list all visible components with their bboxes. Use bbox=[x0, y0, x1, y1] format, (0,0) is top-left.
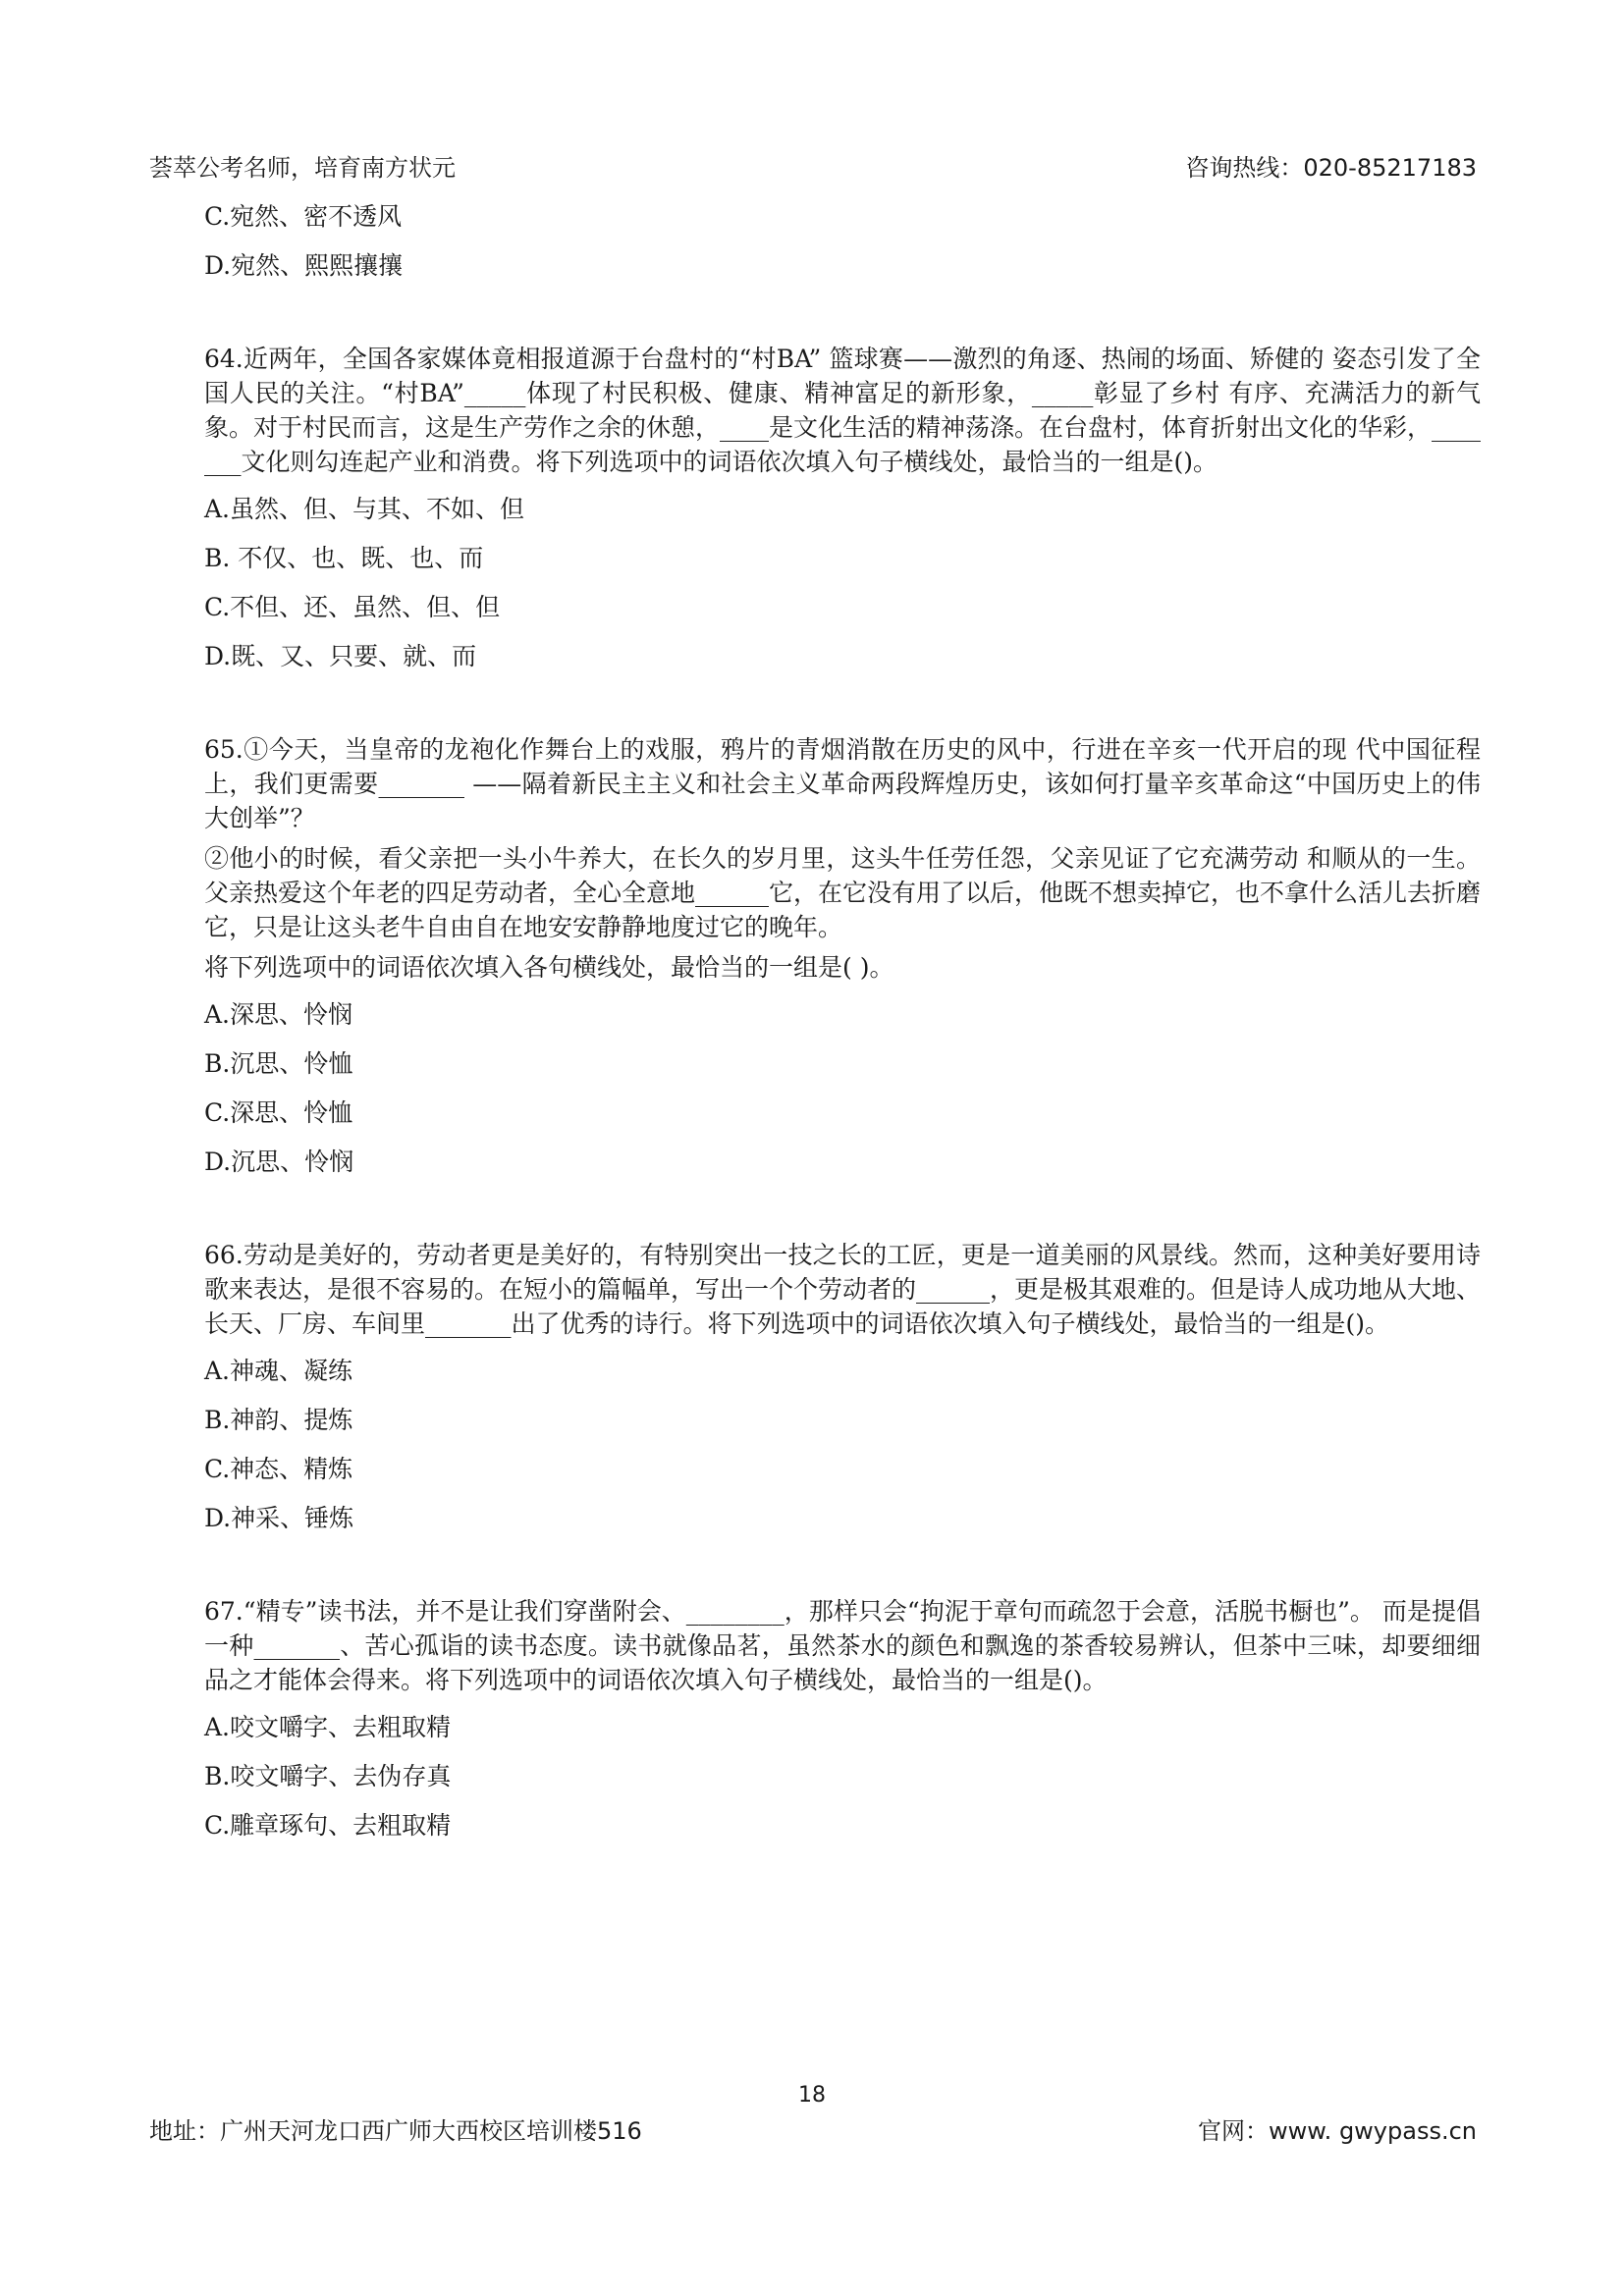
option-d: D.神采、锤炼 bbox=[204, 1504, 354, 1532]
question-stem-2: ②他小的时候，看父亲把一头小牛养大，在长久的岁月里，这头牛任劳任怨，父亲见证了它充满劳动 和顺从的一生。父亲热爱这个年老的四足劳动者，全心全意地______它，在它没有用了以后，他既不想卖掉它，也不拿什么活儿去折磨它，只是让这头老牛自由自在地安安静静地度过它的晚年。 bbox=[204, 844, 1482, 941]
option-b: B.咬文嚼字、去伪存真 bbox=[204, 1762, 452, 1790]
option-b: B. 不仅、也、既、也、而 bbox=[204, 544, 484, 572]
option-c: C.神态、精炼 bbox=[204, 1455, 353, 1483]
option-c: C.宛然、密不透风 bbox=[204, 202, 403, 231]
option-c: C.不但、还、虽然、但、但 bbox=[204, 593, 501, 621]
leading-options bbox=[204, 192, 1481, 291]
question-66 bbox=[204, 1238, 1481, 1543]
option-c: C.深思、怜恤 bbox=[204, 1098, 353, 1127]
option-b: B.神韵、提炼 bbox=[204, 1406, 353, 1434]
question-stem: 65.①今天，当皇帝的龙袍化作舞台上的戏服，鸦片的青烟消散在历史的风中，行进在辛亥一代开启的现 代中国征程上，我们更需要_______ ——隔着新民主主义和社会主义革命两段辉煌历史，该如何打量辛亥革命这“中国历史上的伟大创举”？ bbox=[204, 735, 1481, 832]
option-a: A.咬文嚼字、去粗取精 bbox=[204, 1713, 452, 1741]
question-content bbox=[204, 192, 1481, 1850]
question-stem: 66.劳动是美好的，劳动者更是美好的，有特别突出一技之长的工匠，更是一道美丽的风景线。然而，这种美好要用诗歌来表达，是很不容易的。在短小的篇幅单，写出一个个劳动者的______，更是极其艰难的。但是诗人成功地从大地、长天、厂房、车间里_______出了优秀的诗行。将下列选项中的词语依次填入句子横线处，最恰当的一组是()。 bbox=[204, 1241, 1482, 1338]
header-slogan: 荟萃公考名师，培育南方状元 bbox=[149, 154, 456, 182]
footer-website: 官网：www. gwypass.cn bbox=[1198, 2117, 1477, 2145]
page-number: 18 bbox=[798, 2083, 826, 2108]
question-instruction: 将下列选项中的词语依次填入各句横线处，最恰当的一组是( )。 bbox=[204, 953, 894, 982]
question-67 bbox=[204, 1594, 1481, 1850]
question-64 bbox=[204, 342, 1481, 681]
option-b: B.沉思、怜恤 bbox=[204, 1049, 353, 1078]
option-d: D.宛然、熙熙攘攘 bbox=[204, 251, 404, 280]
option-list bbox=[204, 485, 1481, 681]
question-stem: 64.近两年，全国各家媒体竟相报道源于台盘村的“村BA” 篮球赛——激烈的角逐、热闹的场面、矫健的 姿态引发了全国人民的关注。“村BA”_____体现了村民积极、健康、精神富足的新形象，_____彰显了乡村 有序、充满活力的新气象。对于村民而言，这是生产劳作之余的休憩，____是文化生活的精神荡涤。在台盘村，体育折射出文化的华彩，_______文化则勾连起产业和消费。将下列选项中的词语依次填入句子横线处，最恰当的一组是()。 bbox=[204, 345, 1482, 476]
question-stem: 67.“精专”读书法，并不是让我们穿凿附会、________，那样只会“拘泥于章句而疏忽于会意，活脱书橱也”。 而是提倡一种_______、苦心孤诣的读书态度。读书就像品茗，虽然茶水的颜色和飘逸的茶香较易辨认，但茶中三味，却要细细品之才能体会得来。将下列选项中的词语依次填入句子横线处，最恰当的一组是()。 bbox=[204, 1597, 1481, 1694]
option-list bbox=[204, 1347, 1481, 1543]
option-d: D.沉思、怜悯 bbox=[204, 1148, 354, 1176]
option-list bbox=[204, 990, 1481, 1187]
header-hotline: 咨询热线：020-85217183 bbox=[1185, 154, 1477, 182]
option-a: A.虽然、但、与其、不如、但 bbox=[204, 495, 525, 523]
option-c: C.雕章琢句、去粗取精 bbox=[204, 1811, 452, 1840]
footer-address: 地址：广州天河龙口西广师大西校区培训楼516 bbox=[149, 2117, 642, 2145]
option-d: D.既、又、只要、就、而 bbox=[204, 642, 477, 670]
option-list bbox=[204, 1703, 1481, 1850]
option-a: A.深思、怜悯 bbox=[204, 1000, 353, 1029]
question-65 bbox=[204, 732, 1481, 1187]
option-a: A.神魂、凝练 bbox=[204, 1357, 353, 1385]
